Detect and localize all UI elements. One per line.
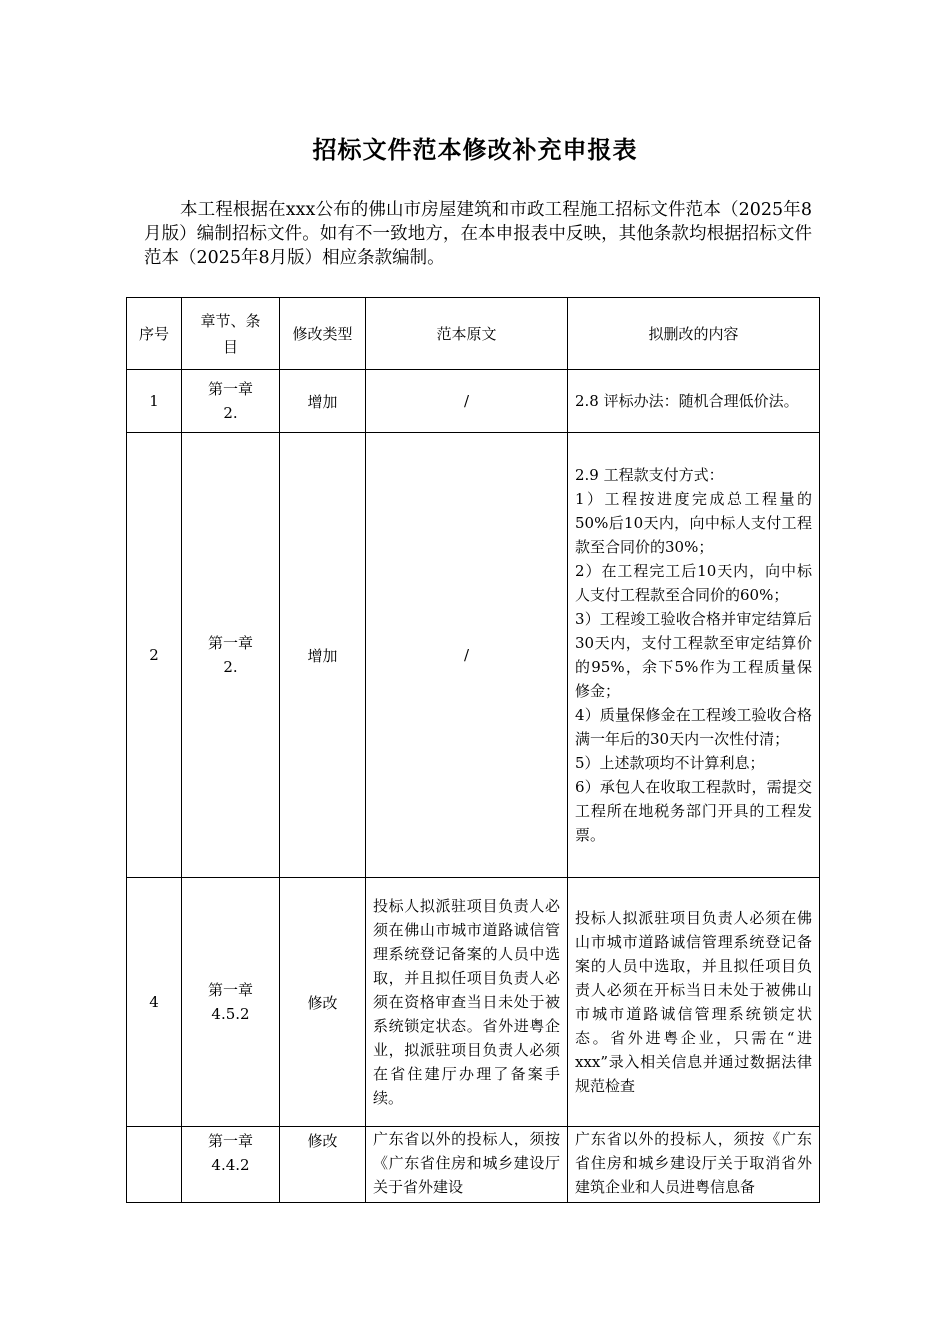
proposed-line: 3）工程竣工验收合格并审定结算后30天内，支付工程款至审定结算价的95%，余下5%作为工程质量保修金； <box>575 610 812 700</box>
row-chapter-name: 第一章 <box>207 981 253 999</box>
proposed-line: 6）承包人在收取工程款时，需提交工程所在地税务部门开具的工程发票。 <box>575 778 812 844</box>
row-type: 修改 <box>280 878 366 1127</box>
row-proposed: 广东省以外的投标人，须按《广东省住房和城乡建设厅关于取消省外建筑企业和人员进粤信息备 <box>568 1127 820 1203</box>
table-row <box>127 1127 820 1203</box>
row-chapter-name: 第一章 <box>207 380 253 398</box>
amendment-table <box>126 297 820 1203</box>
row-original: / <box>366 370 568 433</box>
header-chapter-line2: 目 <box>222 337 238 356</box>
row-original: 投标人拟派驻项目负责人必须在佛山市城市道路诚信管理系统登记备案的人员中选取，并且拟任项目负责人必须在资格审查当日未处于被系统锁定状态。省外进粤企业，拟派驻项目负责人必须在省住建厅办理了备案手续。 <box>366 878 568 1127</box>
row-original: / <box>366 433 568 878</box>
row-proposed: 2.8 评标办法：随机合理低价法。 <box>568 370 820 433</box>
row-type: 增加 <box>280 433 366 878</box>
row-chapter <box>182 878 280 1127</box>
header-type: 修改类型 <box>280 298 366 370</box>
row-no: 1 <box>127 370 182 433</box>
row-clause: 4.5.2 <box>211 1005 250 1023</box>
row-proposed <box>568 433 820 878</box>
row-chapter <box>182 370 280 433</box>
intro-paragraph: 本工程根据在xxx公布的佛山市房屋建筑和市政工程施工招标文件范本（2025年8月版）编制招标文件。如有不一致地方，在本申报表中反映，其他条款均根据招标文件范本（2025年8月版）相应条款编制。 <box>144 200 812 268</box>
header-no: 序号 <box>127 298 182 370</box>
proposed-line: 5）上述款项均不计算利息； <box>575 754 765 772</box>
row-chapter-name: 第一章 <box>207 1132 253 1150</box>
proposed-line: 2.9 工程款支付方式： <box>575 466 724 484</box>
row-type: 增加 <box>280 370 366 433</box>
row-clause: 2. <box>223 658 238 676</box>
table-header-row <box>127 298 820 370</box>
row-no: 4 <box>127 878 182 1127</box>
header-chapter-line1: 章节、条 <box>200 311 261 330</box>
header-proposed: 拟删改的内容 <box>568 298 820 370</box>
table-row <box>127 878 820 1127</box>
row-chapter-name: 第一章 <box>207 634 253 652</box>
row-type: 修改 <box>280 1127 366 1203</box>
row-original: 广东省以外的投标人，须按《广东省住房和城乡建设厅关于省外建设 <box>366 1127 568 1203</box>
proposed-line: 4）质量保修金在工程竣工验收合格满一年后的30天内一次性付清； <box>575 706 812 748</box>
proposed-line: 1）工程按进度完成总工程量的50%后10天内，向中标人支付工程款至合同价的30%； <box>575 490 812 556</box>
row-chapter <box>182 1127 280 1203</box>
proposed-line: 2）在工程完工后10天内，向中标人支付工程款至合同价的60%； <box>575 562 812 604</box>
row-chapter <box>182 433 280 878</box>
table-row <box>127 370 820 433</box>
row-proposed: 投标人拟派驻项目负责人必须在佛山市城市道路诚信管理系统登记备案的人员中选取，并且拟任项目负责人必须在开标当日未处于被佛山市城市道路诚信管理系统锁定状态。省外进粤企业，只需在“进xxx”录入相关信息并通过数据法律规范检查 <box>568 878 820 1127</box>
row-clause: 4.4.2 <box>211 1156 250 1174</box>
row-no: 2 <box>127 433 182 878</box>
page-title: 招标文件范本修改补充申报表 <box>312 136 638 164</box>
row-clause: 2. <box>223 404 238 422</box>
row-no <box>127 1127 182 1203</box>
header-chapter <box>182 298 280 370</box>
table-row <box>127 433 820 878</box>
header-original: 范本原文 <box>366 298 568 370</box>
